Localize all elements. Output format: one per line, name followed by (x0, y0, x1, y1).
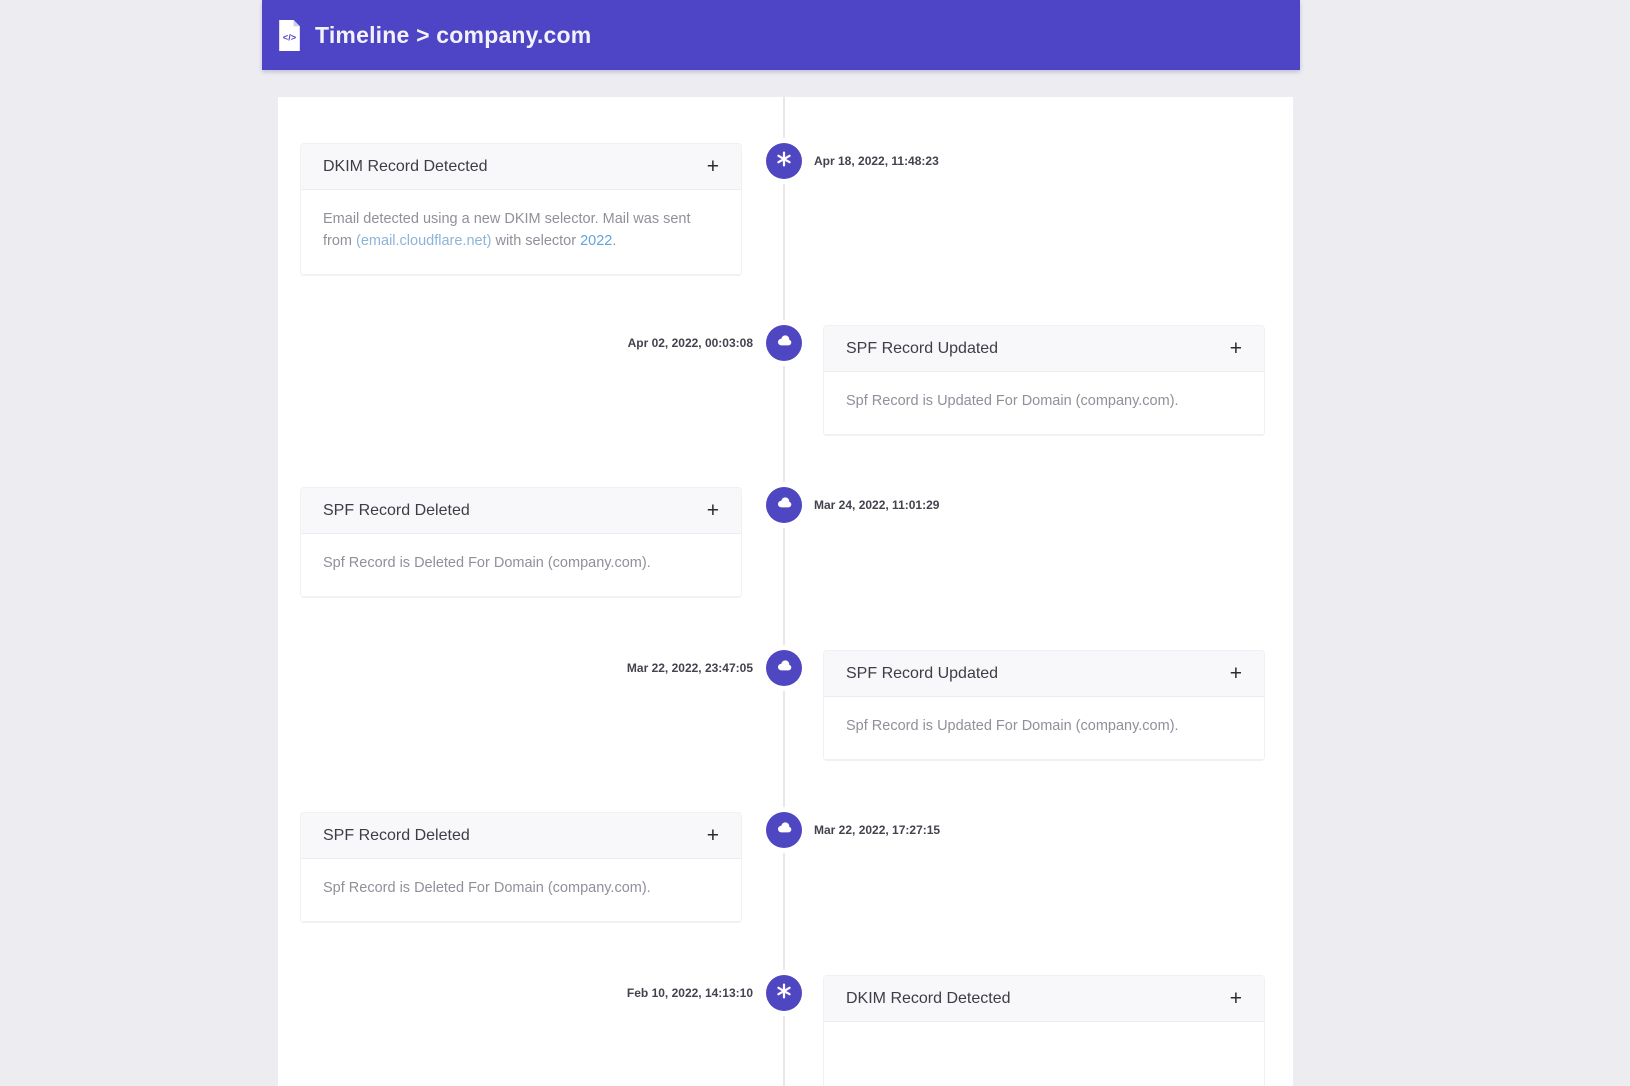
event-card (823, 975, 1265, 1086)
event-title: SPF Record Deleted (323, 826, 470, 844)
app-header (262, 0, 1300, 70)
cloud-icon (775, 493, 794, 517)
sender-link[interactable]: (email.cloudflare.net) (356, 233, 492, 249)
timeline-node (766, 975, 802, 1011)
event-card (823, 325, 1265, 436)
asterisk-icon (775, 982, 793, 1005)
timeline-axis (783, 97, 785, 1086)
event-description: Spf Record is Updated For Domain (company.com). (824, 697, 1264, 760)
event-title: DKIM Record Detected (846, 989, 1011, 1007)
description-text: Email detected using a new DKIM selector. Mail was sent from (323, 211, 691, 249)
event-card-header (301, 488, 741, 534)
svg-text:</>: </> (282, 32, 297, 43)
event-datetime: Mar 22, 2022, 17:27:15 (814, 823, 941, 837)
event-card-header (824, 976, 1264, 1022)
timeline-node (766, 325, 802, 361)
event-description (824, 1022, 1264, 1086)
event-datetime: Feb 10, 2022, 14:13:10 (626, 986, 753, 1000)
event-card-header (824, 326, 1264, 372)
selector-link[interactable]: 2022. (580, 233, 617, 249)
event-card (300, 143, 742, 276)
timeline-node (766, 143, 802, 179)
expand-button[interactable]: + (1229, 662, 1242, 685)
timeline-node (766, 487, 802, 523)
code-document-icon (276, 19, 303, 52)
expand-button[interactable]: + (706, 824, 719, 847)
event-card-header (301, 144, 741, 190)
event-card-header (301, 813, 741, 859)
cloud-icon (775, 656, 794, 680)
expand-button[interactable]: + (706, 155, 719, 178)
event-title: SPF Record Deleted (323, 501, 470, 519)
timeline-panel (278, 97, 1293, 1086)
event-datetime: Apr 02, 2022, 00:03:08 (627, 336, 753, 350)
event-title: DKIM Record Detected (323, 157, 488, 175)
event-datetime: Mar 22, 2022, 23:47:05 (626, 661, 753, 675)
timeline-node (766, 650, 802, 686)
event-card (300, 812, 742, 923)
event-title: SPF Record Updated (846, 339, 999, 357)
event-card-header (824, 651, 1264, 697)
asterisk-icon (775, 150, 793, 173)
description-text: with selector (491, 233, 581, 249)
event-description: Spf Record is Deleted For Domain (company.com). (301, 859, 741, 922)
event-title: SPF Record Updated (846, 664, 999, 682)
event-description: Spf Record is Updated For Domain (company.com). (824, 372, 1264, 435)
event-description (301, 190, 741, 275)
page-title: Timeline > company.com (315, 21, 592, 48)
expand-button[interactable]: + (706, 499, 719, 522)
expand-button[interactable]: + (1229, 337, 1242, 360)
event-datetime: Mar 24, 2022, 11:01:29 (814, 498, 940, 512)
event-datetime: Apr 18, 2022, 11:48:23 (814, 154, 939, 168)
timeline-node (766, 812, 802, 848)
expand-button[interactable]: + (1229, 987, 1242, 1010)
event-card (300, 487, 742, 598)
event-card (823, 650, 1265, 761)
cloud-icon (775, 818, 794, 842)
cloud-icon (775, 331, 794, 355)
event-description: Spf Record is Deleted For Domain (company.com). (301, 534, 741, 597)
